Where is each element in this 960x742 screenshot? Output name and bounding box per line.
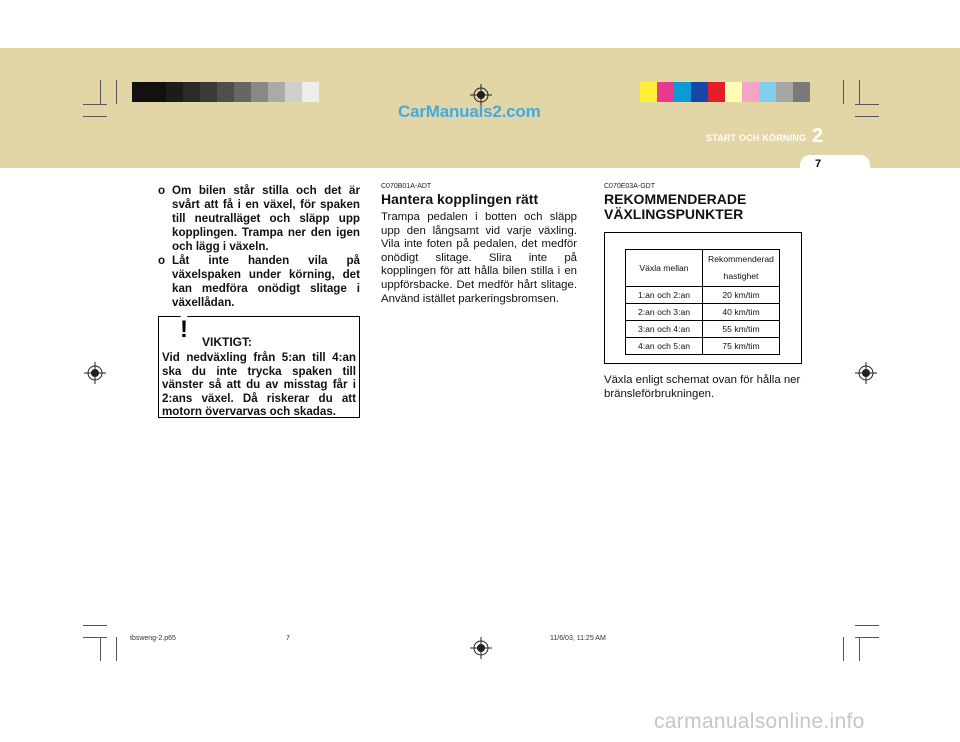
footer-date: 11/6/03, 11:25 AM bbox=[550, 635, 606, 642]
crop-mark bbox=[855, 625, 879, 626]
color-swatch bbox=[742, 82, 759, 102]
color-swatch bbox=[251, 82, 268, 102]
shift-table-box bbox=[604, 232, 802, 364]
crop-mark bbox=[855, 116, 879, 117]
bullet-text: Låt inte handen vila på växelspaken under körning, det kan medföra onödigt slitage i växellådan. bbox=[172, 254, 360, 309]
color-swatch bbox=[217, 82, 234, 102]
color-calibration-bar bbox=[640, 82, 810, 102]
crop-mark bbox=[855, 104, 879, 105]
bullet-text: Om bilen står stilla och det är svårt att få i en växel, för spaken till neutralläget och släpp upp kopplingen. Trampa ner den igen och lägg i växeln. bbox=[172, 184, 360, 253]
color-swatch bbox=[657, 82, 674, 102]
crop-mark bbox=[100, 80, 101, 104]
color-swatch bbox=[776, 82, 793, 102]
registration-mark-icon bbox=[84, 362, 106, 384]
color-swatch bbox=[640, 82, 657, 102]
middle-column bbox=[381, 183, 577, 306]
section-code: C070B01A-ADT bbox=[381, 183, 432, 190]
footer-file: tbsweng-2.p65 bbox=[130, 635, 176, 642]
color-swatch bbox=[268, 82, 285, 102]
left-column bbox=[158, 184, 360, 310]
color-swatch bbox=[691, 82, 708, 102]
color-swatch bbox=[674, 82, 691, 102]
table-cell: 4:an och 5:an bbox=[626, 338, 703, 355]
section-number: 2 bbox=[812, 125, 824, 147]
color-swatch bbox=[183, 82, 200, 102]
bullet-item bbox=[158, 184, 360, 254]
table-footnote: Växla enligt schemat ovan för hålla ner bränsleförbrukningen. bbox=[604, 374, 801, 400]
color-swatch bbox=[759, 82, 776, 102]
right-column bbox=[604, 183, 802, 401]
table-row bbox=[626, 304, 780, 321]
crop-mark bbox=[83, 637, 107, 638]
crop-mark bbox=[843, 637, 844, 661]
section-code: C070E03A-GDT bbox=[604, 183, 655, 190]
table-cell: 1:an och 2:an bbox=[626, 287, 703, 304]
section-title: START OCH KÖRNING bbox=[706, 133, 807, 143]
warning-text: Vid nedväxling från 5:an till 4:an ska du inte trycka spaken till vänster så att du av misstag får i 2:ans växel. Då riskerar du att motorn övervarvas och skadas. bbox=[162, 351, 356, 419]
section-body: Trampa pedalen i botten och släpp upp den långsamt vid varje växling. Vila inte foten på pedalen, det medför onödigt slitage. Slira inte på kopplingen för att hålla bilen stilla i en uppförsbacke. Det medför hårt slitage. Använd istället parkeringsbromsen. bbox=[381, 211, 577, 305]
shift-point-table bbox=[625, 249, 780, 355]
crop-mark bbox=[83, 116, 107, 117]
color-swatch bbox=[132, 82, 149, 102]
crop-mark bbox=[83, 104, 107, 105]
color-swatch bbox=[725, 82, 742, 102]
page-tab bbox=[800, 155, 870, 181]
crop-mark bbox=[859, 637, 860, 661]
page-number: 7 bbox=[815, 158, 822, 170]
bullet-item bbox=[158, 254, 360, 310]
registration-mark-icon bbox=[470, 637, 492, 659]
color-swatch bbox=[166, 82, 183, 102]
color-swatch bbox=[708, 82, 725, 102]
top-margin bbox=[0, 0, 960, 48]
crop-mark bbox=[83, 625, 107, 626]
footer-page: 7 bbox=[286, 635, 290, 642]
table-cell: 55 km/tim bbox=[703, 321, 780, 338]
crop-mark bbox=[100, 637, 101, 661]
table-cell: 40 km/tim bbox=[703, 304, 780, 321]
table-cell: 20 km/tim bbox=[703, 287, 780, 304]
svg-text:!: ! bbox=[180, 316, 188, 341]
table-cell: 2:an och 3:an bbox=[626, 304, 703, 321]
crop-mark bbox=[859, 80, 860, 104]
bullet-mark: o bbox=[158, 184, 166, 197]
warning-box bbox=[158, 316, 360, 418]
color-swatch bbox=[200, 82, 217, 102]
section-heading: REKOMMENDERADE VÄXLINGSPUNKTER bbox=[604, 191, 747, 222]
crop-mark bbox=[116, 80, 117, 104]
bullet-mark: o bbox=[158, 254, 166, 267]
table-row bbox=[626, 321, 780, 338]
crop-mark bbox=[116, 637, 117, 661]
color-swatch bbox=[302, 82, 319, 102]
table-cell: 75 km/tim bbox=[703, 338, 780, 355]
table-row bbox=[626, 287, 780, 304]
warning-title: VIKTIGT: bbox=[202, 335, 252, 349]
site-logo[interactable]: CarManuals2.com bbox=[398, 102, 541, 121]
watermark[interactable]: carmanualsonline.info bbox=[654, 710, 865, 733]
color-swatch bbox=[234, 82, 251, 102]
registration-mark-icon bbox=[855, 362, 877, 384]
warning-triangle-icon bbox=[166, 311, 202, 341]
table-header: Rekommenderad hastighet bbox=[703, 250, 780, 287]
table-header: Växla mellan bbox=[626, 250, 703, 287]
color-swatch bbox=[285, 82, 302, 102]
grayscale-colorbar bbox=[132, 82, 319, 102]
table-cell: 3:an och 4:an bbox=[626, 321, 703, 338]
crop-mark bbox=[843, 80, 844, 104]
color-swatch bbox=[793, 82, 810, 102]
section-heading: Hantera kopplingen rätt bbox=[381, 191, 539, 207]
color-swatch bbox=[149, 82, 166, 102]
table-row bbox=[626, 338, 780, 355]
